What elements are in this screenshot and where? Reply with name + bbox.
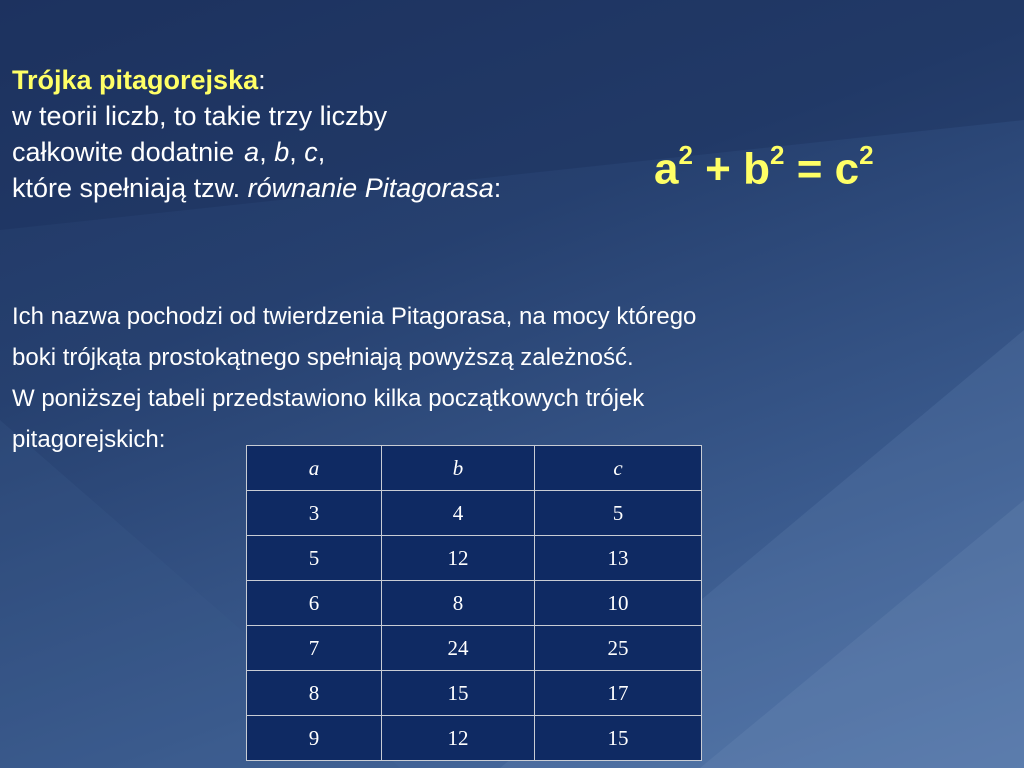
table-cell: 24 [382,626,535,671]
equation-exponent-c: 2 [859,140,874,170]
table-cell: 4 [382,491,535,536]
equation-plus: + [692,144,744,194]
table-row [247,626,702,671]
comma-3: , [317,137,326,167]
definition-line-4-text: które spełniają tzw. [12,173,248,203]
table-cell: 10 [535,581,702,626]
equation-exponent-a: 2 [678,140,693,170]
description-line-4: pitagorejskich: [12,426,166,453]
table-cell: 9 [247,716,382,761]
table-row [247,716,702,761]
description-line-2: boki trójkąta prostokątnego spełniają powyższą zależność. [12,344,634,371]
definition-line-4-colon: : [493,173,502,203]
table-cell: 25 [535,626,702,671]
table-row [247,581,702,626]
table-cell: 6 [247,581,382,626]
pythagorean-equation [654,140,874,195]
pythagorean-triples-table [246,445,702,761]
equation-exponent-b: 2 [770,140,785,170]
table-header-row [247,446,702,491]
table-cell: 15 [382,671,535,716]
definition-title: Trójka pitagorejska [12,65,259,95]
variable-b: b [274,137,290,167]
table-cell: 12 [382,716,535,761]
equation-b: b [743,144,770,194]
description-block [12,296,1012,460]
equation-c: c [834,144,860,194]
table-cell: 12 [382,536,535,581]
description-line-1: Ich nazwa pochodzi od twierdzenia Pitagorasa, na mocy którego [12,303,697,330]
definition-title-colon: : [258,65,266,95]
comma-2: , [289,137,305,167]
equation-a: a [654,144,679,194]
description-line-3: W poniższej tabeli przedstawiono kilka początkowych trójek [12,385,645,412]
definition-line-3-text: całkowite dodatnie [12,137,235,167]
table-cell: 5 [535,491,702,536]
definition-title-line [12,62,832,98]
column-header-b: b [382,446,535,491]
table-row [247,491,702,536]
definition-line-2: w teorii liczb, to takie trzy liczby [12,101,388,131]
column-header-a: a [247,446,382,491]
table-cell: 8 [247,671,382,716]
table-cell: 3 [247,491,382,536]
variable-a: a [244,137,260,167]
table-row [247,536,702,581]
table-cell: 13 [535,536,702,581]
table-cell: 15 [535,716,702,761]
table-cell: 8 [382,581,535,626]
table-cell: 17 [535,671,702,716]
equation-equals: = [784,144,835,194]
table-cell: 5 [247,536,382,581]
variable-c: c [304,137,318,167]
table-cell: 7 [247,626,382,671]
table-row [247,671,702,716]
comma-1: , [259,137,275,167]
pythagorean-equation-name: równanie Pitagorasa [247,173,494,203]
column-header-c: c [535,446,702,491]
